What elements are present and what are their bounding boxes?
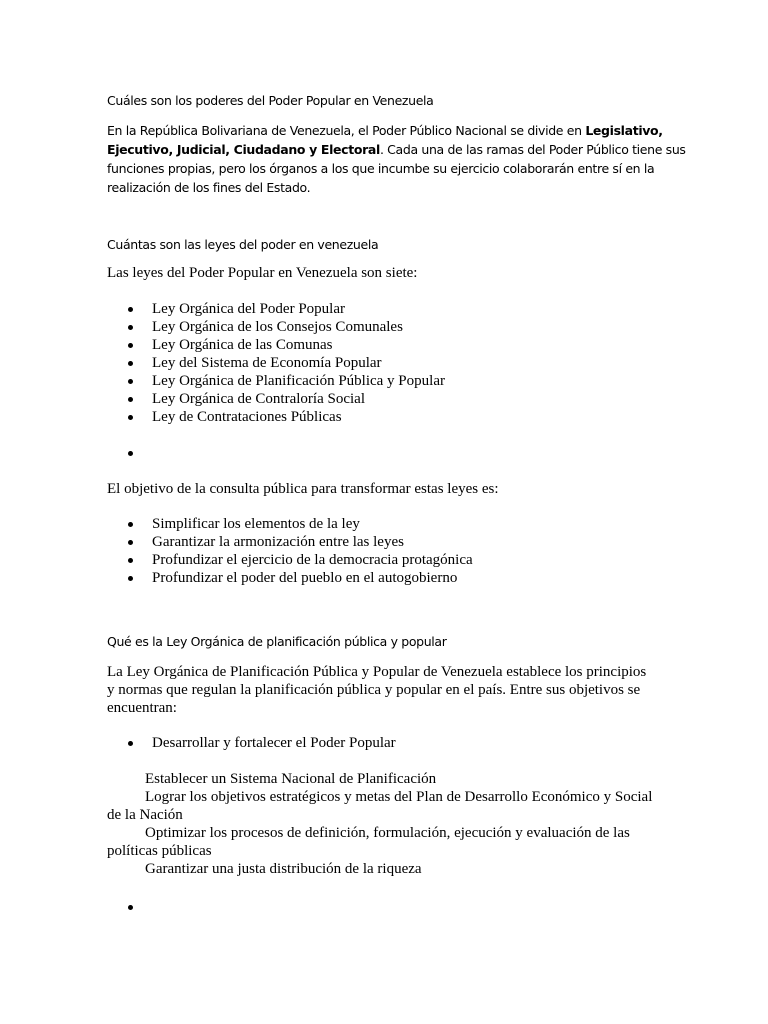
section-heading-planificacion: Qué es la Ley Orgánica de planificación pública y popular xyxy=(107,634,447,649)
list-item-text: Ley Orgánica de los Consejos Comunales xyxy=(152,319,403,335)
objective-item-3-line-2: políticas públicas xyxy=(107,843,212,859)
bold-text-run: Ejecutivo, Judicial, Ciudadano y Electoral xyxy=(107,142,380,157)
objective-item-2-line-1: Lograr los objetivos estratégicos y metas del Plan de Desarrollo Económico y Social xyxy=(145,789,653,805)
bullet-icon xyxy=(128,361,133,366)
paragraph-planificacion-line-3: encuentran: xyxy=(107,700,177,716)
bullet-icon xyxy=(128,379,133,384)
bullet-icon xyxy=(128,522,133,527)
list-item-text: Profundizar el poder del pueblo en el autogobierno xyxy=(152,570,458,586)
laws-intro: Las leyes del Poder Popular en Venezuela son siete: xyxy=(107,265,418,281)
list-item-text: Profundizar el ejercicio de la democracia protagónica xyxy=(152,552,473,568)
empty-bullet-icon xyxy=(128,905,133,910)
list-item-text: Simplificar los elementos de la ley xyxy=(152,516,360,532)
bullet-icon xyxy=(128,741,133,746)
list-item-text: Ley de Contrataciones Públicas xyxy=(152,409,342,425)
paragraph-poderes-line-4: realización de los fines del Estado. xyxy=(107,180,311,195)
objective-item-4: Garantizar una justa distribución de la riqueza xyxy=(145,861,422,877)
bullet-icon xyxy=(128,325,133,330)
bullet-icon xyxy=(128,307,133,312)
paragraph-planificacion-line-2: y normas que regulan la planificación pública y popular en el país. Entre sus objetivos se xyxy=(107,682,641,698)
bullet-icon xyxy=(128,576,133,581)
section-heading-poderes: Cuáles son los poderes del Poder Popular en Venezuela xyxy=(107,93,434,108)
paragraph-poderes-line-1 xyxy=(107,121,663,140)
section-heading-leyes: Cuántas son las leyes del poder en venezuela xyxy=(107,237,379,252)
paragraph-poderes-line-3: funciones propias, pero los órganos a los que incumbe su ejercicio colaborarán entre sí en la xyxy=(107,161,655,176)
text-run: . Cada una de las ramas del Poder Público tiene sus xyxy=(379,142,686,157)
bullet-icon xyxy=(128,558,133,563)
bullet-icon xyxy=(128,397,133,402)
paragraph-poderes-line-2 xyxy=(107,140,686,159)
list-item-text: Ley Orgánica de Planificación Pública y Popular xyxy=(152,373,445,389)
bullet-icon xyxy=(128,343,133,348)
list-item-text: Ley Orgánica de las Comunas xyxy=(152,337,333,353)
list-item-text: Ley del Sistema de Economía Popular xyxy=(152,355,382,371)
bold-text-run: Legislativo, xyxy=(585,123,663,138)
list-item-text: Desarrollar y fortalecer el Poder Popular xyxy=(152,735,396,751)
list-item-text: Garantizar la armonización entre las leyes xyxy=(152,534,404,550)
objective-intro: El objetivo de la consulta pública para transformar estas leyes es: xyxy=(107,481,499,497)
objective-item-1: Establecer un Sistema Nacional de Planificación xyxy=(145,771,437,787)
paragraph-planificacion-line-1: La Ley Orgánica de Planificación Pública y Popular de Venezuela establece los principios xyxy=(107,664,647,680)
empty-bullet-icon xyxy=(128,451,133,456)
list-item-text: Ley Orgánica de Contraloría Social xyxy=(152,391,365,407)
list-item-text: Ley Orgánica del Poder Popular xyxy=(152,301,346,317)
objective-item-3-line-1: Optimizar los procesos de definición, formulación, ejecución y evaluación de las xyxy=(145,825,630,841)
text-run: En la República Bolivariana de Venezuela, el Poder Público Nacional se divide en xyxy=(107,123,586,138)
bullet-icon xyxy=(128,540,133,545)
objective-item-2-line-2: de la Nación xyxy=(107,807,183,823)
bullet-icon xyxy=(128,415,133,420)
